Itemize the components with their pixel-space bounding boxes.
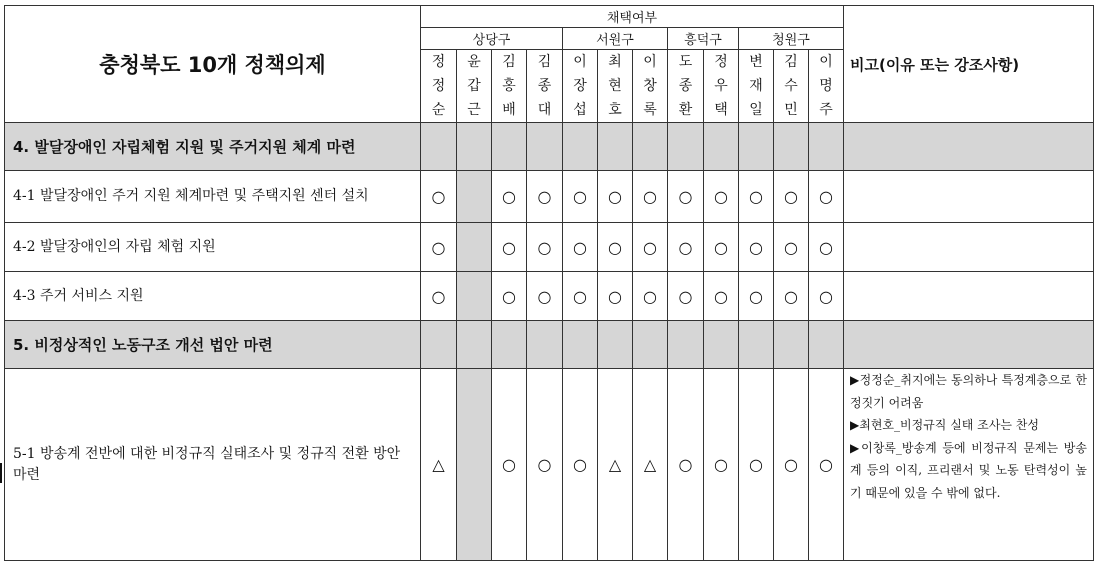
candidate-name-char: 김 bbox=[502, 54, 516, 70]
candidate-name-char: 섭 bbox=[573, 102, 587, 118]
adoption-mark bbox=[457, 272, 492, 321]
candidate-name-header bbox=[774, 50, 809, 123]
section-blank-cell bbox=[668, 321, 704, 369]
candidate-name-header bbox=[668, 50, 704, 123]
section-title: 4. 발달장애인 자립체험 지원 및 주거지원 체계 마련 bbox=[5, 123, 421, 171]
adoption-mark: △ bbox=[598, 369, 633, 561]
section-blank-cell bbox=[739, 123, 774, 171]
candidate-name-char: 김 bbox=[784, 54, 798, 70]
section-blank-cell bbox=[563, 123, 598, 171]
section-blank-cell bbox=[774, 123, 809, 171]
section-blank-cell bbox=[457, 123, 492, 171]
adoption-mark: ○ bbox=[492, 272, 527, 321]
adoption-mark: △ bbox=[421, 369, 457, 561]
candidate-name-char: 우 bbox=[714, 78, 728, 94]
candidate-name-char: 장 bbox=[573, 78, 587, 94]
candidate-name-char: 현 bbox=[608, 78, 622, 94]
candidate-name-char: 주 bbox=[819, 102, 833, 118]
section-blank-cell bbox=[633, 123, 668, 171]
candidate-name-char: 이 bbox=[643, 54, 657, 70]
adoption-mark: ○ bbox=[598, 272, 633, 321]
adoption-mark: ○ bbox=[563, 369, 598, 561]
candidate-name-char: 록 bbox=[643, 102, 657, 118]
adoption-mark: ○ bbox=[633, 171, 668, 223]
remark-cell bbox=[844, 272, 1094, 321]
section-blank-cell bbox=[844, 321, 1094, 369]
district-header: 청원구 bbox=[739, 28, 844, 50]
section-blank-cell bbox=[598, 123, 633, 171]
adoption-mark: ○ bbox=[774, 272, 809, 321]
policy-table-container bbox=[4, 5, 1094, 561]
adoption-mark: ○ bbox=[704, 223, 739, 272]
section-blank-cell bbox=[809, 123, 844, 171]
section-blank-cell bbox=[527, 123, 563, 171]
candidate-name-header bbox=[704, 50, 739, 123]
section-blank-cell bbox=[774, 321, 809, 369]
adoption-mark bbox=[457, 223, 492, 272]
adoption-mark: ○ bbox=[774, 223, 809, 272]
adoption-mark: ○ bbox=[668, 369, 704, 561]
adoption-mark: ○ bbox=[739, 223, 774, 272]
adoption-mark bbox=[457, 171, 492, 223]
table-row bbox=[5, 272, 1094, 321]
section-blank-cell bbox=[668, 123, 704, 171]
candidate-name-char: 대 bbox=[537, 102, 552, 118]
adoption-mark: ○ bbox=[809, 369, 844, 561]
section-blank-cell bbox=[421, 123, 457, 171]
adoption-mark: ○ bbox=[668, 171, 704, 223]
candidate-name-char: 최 bbox=[608, 54, 622, 70]
remark-cell bbox=[844, 223, 1094, 272]
candidate-name-char: 종 bbox=[678, 78, 693, 94]
candidate-name-char: 정 bbox=[431, 54, 446, 70]
adoption-mark: ○ bbox=[527, 369, 563, 561]
adoption-mark: ○ bbox=[774, 171, 809, 223]
candidate-name-header bbox=[457, 50, 492, 123]
adoption-mark: ○ bbox=[668, 272, 704, 321]
candidate-name-char: 정 bbox=[431, 78, 446, 94]
candidate-name-char: 환 bbox=[678, 102, 693, 118]
adoption-mark: ○ bbox=[704, 272, 739, 321]
candidate-name-header bbox=[739, 50, 774, 123]
candidate-name-char: 정 bbox=[714, 54, 728, 70]
adoption-mark: ○ bbox=[739, 171, 774, 223]
adoption-mark: ○ bbox=[527, 223, 563, 272]
candidate-name-char: 호 bbox=[608, 102, 622, 118]
candidate-name-char: 김 bbox=[537, 54, 552, 70]
agenda-item-title: 4-1 발달장애인 주거 지원 체계마련 및 주택지원 센터 설치 bbox=[5, 171, 421, 223]
candidate-name-header bbox=[598, 50, 633, 123]
section-row bbox=[5, 321, 1094, 369]
adoption-mark bbox=[457, 369, 492, 561]
adoption-mark: ○ bbox=[598, 171, 633, 223]
adoption-mark: ○ bbox=[739, 272, 774, 321]
adoption-mark: ○ bbox=[563, 223, 598, 272]
section-blank-cell bbox=[633, 321, 668, 369]
remark-line: ▶정정순_취지에는 동의하나 특정계층으로 한정짓기 어려움 bbox=[850, 373, 1087, 410]
district-header: 흥덕구 bbox=[668, 28, 739, 50]
candidate-name-char: 재 bbox=[749, 78, 763, 94]
candidate-name-char: 수 bbox=[784, 78, 798, 94]
section-row bbox=[5, 123, 1094, 171]
candidate-name-char: 일 bbox=[749, 102, 763, 118]
candidate-name-char: 순 bbox=[431, 102, 446, 118]
remark-line: ▶최현호_비정규직 실태 조사는 찬성 bbox=[850, 418, 1039, 432]
table-body bbox=[5, 123, 1094, 561]
text-cursor bbox=[0, 463, 2, 483]
adoption-mark: △ bbox=[633, 369, 668, 561]
remarks-header: 비고(이유 또는 강조사항) bbox=[844, 6, 1094, 123]
adoption-mark: ○ bbox=[421, 272, 457, 321]
candidate-name-char: 도 bbox=[678, 54, 693, 70]
candidate-name-char: 택 bbox=[714, 102, 728, 118]
district-header: 상당구 bbox=[421, 28, 563, 50]
district-header: 서원구 bbox=[563, 28, 668, 50]
adoption-mark: ○ bbox=[633, 272, 668, 321]
candidate-name-header bbox=[527, 50, 563, 123]
candidate-name-char: 변 bbox=[749, 54, 763, 70]
candidate-name-char: 명 bbox=[819, 78, 833, 94]
candidate-name-header bbox=[633, 50, 668, 123]
policy-agenda-table bbox=[4, 5, 1094, 561]
adoption-mark: ○ bbox=[809, 272, 844, 321]
adoption-mark: ○ bbox=[704, 369, 739, 561]
section-blank-cell bbox=[563, 321, 598, 369]
section-blank-cell bbox=[844, 123, 1094, 171]
adoption-mark: ○ bbox=[527, 171, 563, 223]
section-blank-cell bbox=[492, 123, 527, 171]
section-blank-cell bbox=[739, 321, 774, 369]
adoption-mark: ○ bbox=[421, 223, 457, 272]
candidate-name-header bbox=[563, 50, 598, 123]
candidate-name-char: 이 bbox=[819, 54, 833, 70]
table-row bbox=[5, 171, 1094, 223]
section-blank-cell bbox=[492, 321, 527, 369]
candidate-name-char: 배 bbox=[502, 102, 516, 118]
adoption-mark: ○ bbox=[492, 369, 527, 561]
section-blank-cell bbox=[457, 321, 492, 369]
remark-cell bbox=[844, 171, 1094, 223]
adoption-mark: ○ bbox=[704, 171, 739, 223]
section-blank-cell bbox=[421, 321, 457, 369]
candidate-name-char: 이 bbox=[573, 54, 587, 70]
table-title: 충청북도 10개 정책의제 bbox=[5, 6, 421, 123]
adoption-mark: ○ bbox=[774, 369, 809, 561]
adoption-mark: ○ bbox=[809, 223, 844, 272]
adoption-mark: ○ bbox=[563, 171, 598, 223]
candidate-name-char: 창 bbox=[643, 78, 657, 94]
adoption-mark: ○ bbox=[492, 171, 527, 223]
table-row bbox=[5, 369, 1094, 561]
adoption-mark: ○ bbox=[809, 171, 844, 223]
section-title: 5. 비정상적인 노동구조 개선 법안 마련 bbox=[5, 321, 421, 369]
section-blank-cell bbox=[527, 321, 563, 369]
adoption-mark: ○ bbox=[739, 369, 774, 561]
adoption-mark: ○ bbox=[598, 223, 633, 272]
adoption-header: 채택여부 bbox=[421, 6, 844, 28]
candidate-name-char: 민 bbox=[784, 102, 798, 118]
adoption-mark: ○ bbox=[527, 272, 563, 321]
candidate-name-char: 근 bbox=[467, 102, 481, 118]
section-blank-cell bbox=[809, 321, 844, 369]
section-blank-cell bbox=[598, 321, 633, 369]
adoption-mark: ○ bbox=[668, 223, 704, 272]
agenda-item-title: 4-2 발달장애인의 자립 체험 지원 bbox=[5, 223, 421, 272]
adoption-mark: ○ bbox=[421, 171, 457, 223]
candidate-name-header bbox=[809, 50, 844, 123]
candidate-name-char: 윤 bbox=[467, 54, 481, 70]
candidate-name-header bbox=[492, 50, 527, 123]
candidate-name-char: 종 bbox=[537, 78, 552, 94]
candidate-name-char: 갑 bbox=[467, 78, 481, 94]
section-blank-cell bbox=[704, 321, 739, 369]
agenda-item-title: 4-3 주거 서비스 지원 bbox=[5, 272, 421, 321]
candidate-name-header bbox=[421, 50, 457, 123]
agenda-item-title: 5-1 방송계 전반에 대한 비정규직 실태조사 및 정규직 전환 방안 마련 bbox=[5, 369, 421, 561]
adoption-mark: ○ bbox=[633, 223, 668, 272]
section-blank-cell bbox=[704, 123, 739, 171]
adoption-mark: ○ bbox=[563, 272, 598, 321]
candidate-name-char: 홍 bbox=[502, 78, 516, 94]
remark-cell bbox=[844, 369, 1094, 561]
remark-line: ▶이창록_방송계 등에 비정규직 문제는 방송계 등의 이직, 프리랜서 및 노동 탄력성이 높기 때문에 있을 수 밖에 없다. bbox=[850, 440, 1087, 500]
adoption-mark: ○ bbox=[492, 223, 527, 272]
table-row bbox=[5, 223, 1094, 272]
